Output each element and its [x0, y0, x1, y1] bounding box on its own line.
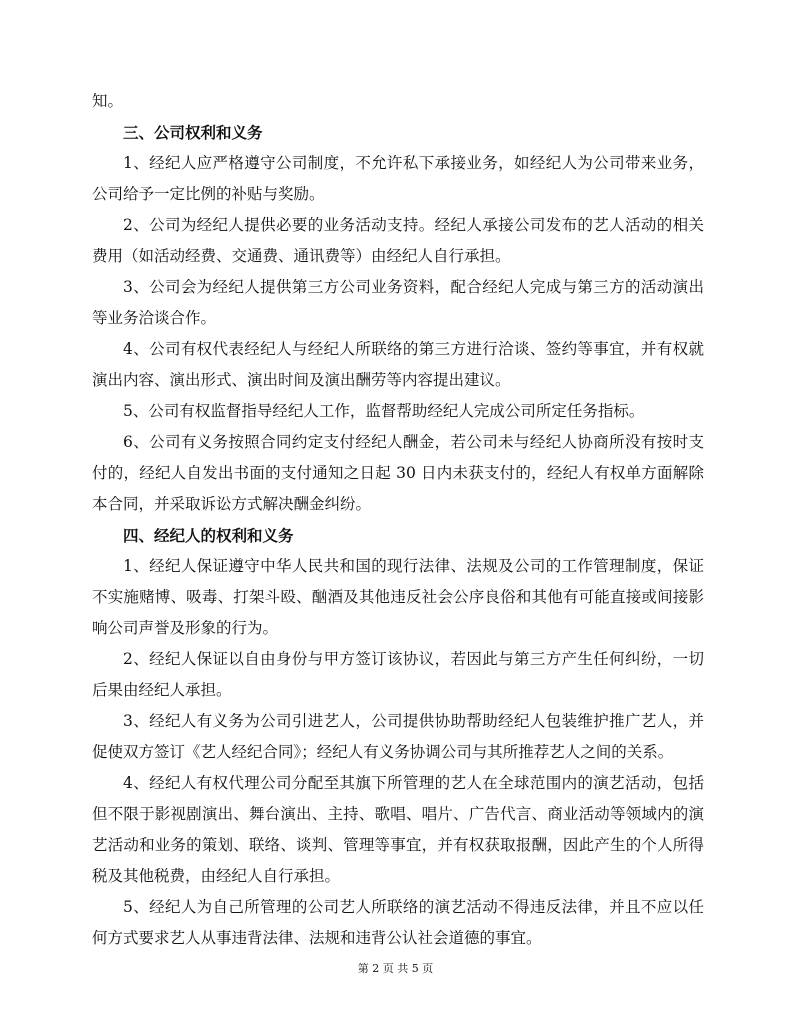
paragraph-line: 4、公司有权代表经纪人与经纪人所联络的第三方进行洽谈、签约等事宜，并有权就: [123, 340, 704, 358]
document-body: [92, 86, 704, 954]
paragraph-line: 6、公司有义务按照合同约定支付经纪人酬金，若公司未与经纪人协商所没有按时支: [123, 433, 704, 451]
paragraph-line: 促使双方签订《艺人经纪合同》；经纪人有义务协调公司与其所推荐艺人之间的关系。: [92, 743, 674, 761]
paragraph-line: 但不限于影视剧演出、舞台演出、主持、歌唱、唱片、广告代言、商业活动等领域内的演: [92, 805, 704, 823]
paragraph-line: 3、公司会为经纪人提供第三方公司业务资料，配合经纪人完成与第三方的活动演出: [123, 278, 704, 296]
paragraph-line: 3、经纪人有义务为公司引进艺人，公司提供协助帮助经纪人包装维护推广艺人，并: [123, 712, 704, 730]
paragraph-line: 何方式要求艺人从事违背法律、法规和违背公认社会道德的事宜。: [92, 929, 542, 947]
paragraph-line: 费用（如活动经费、交通费、通讯费等）由经纪人自行承担。: [92, 247, 511, 265]
paragraph-line: 2、经纪人保证以自由身份与甲方签订该协议，若因此与第三方产生任何纠纷，一切: [123, 650, 704, 668]
paragraph-line: 等业务洽谈合作。: [92, 309, 217, 327]
paragraph-line: 税及其他税费，由经纪人自行承担。: [92, 867, 341, 885]
paragraph-line: 4、经纪人有权代理公司分配至其旗下所管理的艺人在全球范围内的演艺活动，包括: [123, 774, 704, 792]
paragraph-line: 响公司声誉及形象的行为。: [92, 619, 279, 637]
paragraph-line: 1、经纪人保证遵守中华人民共和国的现行法律、法规及公司的工作管理制度，保证: [123, 557, 704, 575]
paragraph-line: 1、经纪人应严格遵守公司制度，不允许私下承接业务，如经纪人为公司带来业务，: [123, 154, 704, 172]
section-heading: 三、公司权利和义务: [123, 123, 263, 142]
paragraph-line: 演出内容、演出形式、演出时间及演出酬劳等内容提出建议。: [92, 371, 511, 389]
section-heading: 四、经纪人的权利和义务: [123, 526, 294, 545]
paragraph-line: 艺活动和业务的策划、联络、谈判、管理等事宜，并有权获取报酬，因此产生的个人所得: [92, 836, 704, 854]
paragraph-line: 5、经纪人为自己所管理的公司艺人所联络的演艺活动不得违反法律，并且不应以任: [123, 898, 704, 916]
paragraph-line: 本合同，并采取诉讼方式解决酬金纠纷。: [92, 495, 372, 513]
paragraph-line: 公司给予一定比例的补贴与奖励。: [92, 185, 325, 203]
paragraph-line: 5、公司有权监督指导经纪人工作，监督帮助经纪人完成公司所定任务指标。: [123, 402, 645, 420]
paragraph-line: 付的，经纪人自发出书面的支付通知之日起 30 日内未获支付的，经纪人有权单方面解除: [92, 464, 704, 482]
paragraph-line: 后果由经纪人承担。: [92, 681, 232, 699]
paragraph-line: 不实施赌博、吸毒、打架斗殴、酗酒及其他违反社会公序良俗和其他有可能直接或间接影: [92, 588, 704, 606]
paragraph-line: 知。: [92, 92, 124, 110]
paragraph-line: 2、公司为经纪人提供必要的业务活动支持。经纪人承接公司发布的艺人活动的相关: [123, 216, 704, 234]
page-footer: 第 2 页 共 5 页: [357, 962, 434, 975]
